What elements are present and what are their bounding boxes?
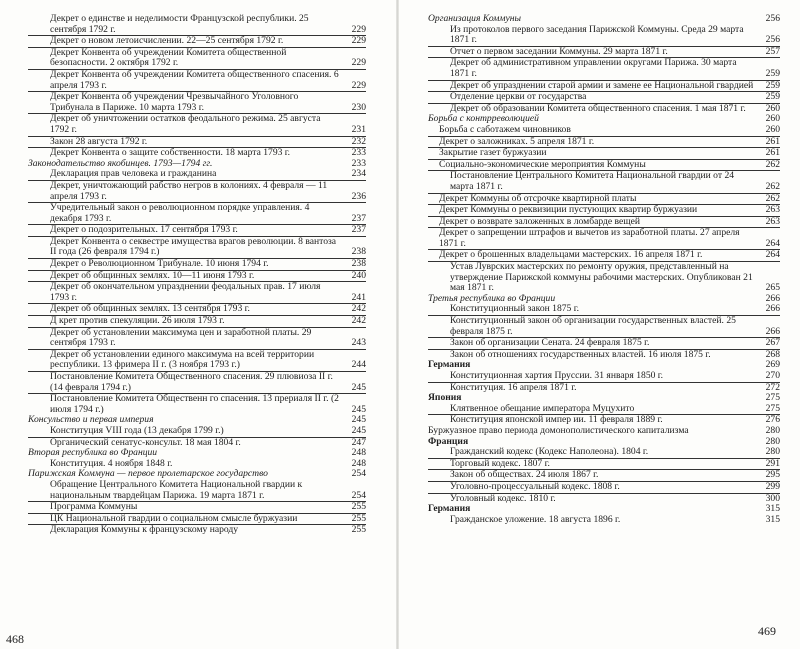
toc-entry [428,249,780,261]
toc-entry [428,136,780,148]
toc-page-number: 260 [765,123,780,135]
toc-entry [28,270,366,282]
toc-entry-title: Конституция. 4 ноября 1848 г. [50,457,173,469]
left-page [28,14,366,649]
toc-entry [428,458,780,470]
toc-entry [428,481,780,493]
toc-entry-title: Программа Коммуны [50,501,138,513]
toc-page-number: 231 [351,123,366,135]
toc-entry-title: Гражданское уложение. 18 августа 1896 г. [450,513,621,525]
toc-entry [428,337,780,349]
toc-entry [28,136,366,148]
toc-page-number: 245 [351,403,366,415]
toc-entry-title: Уголовный кодекс. 1810 г. [450,492,556,504]
toc-entry [28,524,366,536]
toc-page-number: 256 [765,34,780,46]
toc-entry [428,46,780,58]
toc-page-number: 262 [765,180,780,192]
toc-entry [28,315,366,327]
toc-page-number: 244 [351,359,366,371]
toc-entry [28,202,366,224]
toc-section-heading [428,426,780,437]
toc-page-number: 237 [351,224,366,236]
toc-entry-title: Постановление Комитета Общественного спасения. 29 плювиоза II г. (14 февраля 1794 г.) [50,371,333,393]
toc-entry [28,14,366,35]
toc-page-number: 270 [765,370,780,381]
toc-entry-title: Декрет Конвента о защите собственности. 18 марта 1793 г. [50,147,291,159]
toc-entry-title: Конституция японской импер ии. 11 февраля 1889 г. [450,414,663,426]
toc-entry-title: Декрет Конвента об учреждении Комитета общественного спасения. 6 апреля 1793 г. [50,68,339,91]
toc-entry [28,393,366,415]
right-page [428,14,780,649]
toc-entry-title: Декрет о единстве и неделимости Французской республики. 25 сентября 1792 г. [50,14,309,35]
toc-entry-title: Консульство и первая империя [28,414,154,426]
toc-entry [428,170,780,192]
toc-entry-title: Отделение церкви от государства [450,91,587,103]
toc-entry-title: Декрет о заложниках. 5 апреля 1871 г. [439,135,595,147]
toc-entry-title: Декрет об административном управлении округами Парижа. 30 марта 1871 г. [450,57,737,79]
toc-entry [28,236,366,258]
toc-page-number: 267 [765,337,780,349]
toc-entry-title: Законодательство якобинцев. 1793—1794 гг. [28,157,213,169]
toc-entry [28,349,366,371]
toc-page-number: 280 [765,424,780,436]
toc-page-number: 262 [765,192,780,204]
toc-entry-title: Закон об отношениях государственных властей. 16 июля 1875 г. [450,348,711,360]
toc-page-number: 261 [765,147,780,159]
toc-entry-title: Закон об организации Сената. 24 февраля 1875 г. [450,337,650,349]
toc-entry-title: Обращение Центрального Комитета Национальной гвардии к национальным твардейцам Парижа. 19 марта 1871 г. [50,478,303,501]
toc-page-number: 247 [351,436,366,448]
toc-page-number: 266 [765,325,780,337]
toc-entry [428,371,780,382]
toc-entry-title: Борьба с саботажем чиновников [439,123,571,135]
toc-entry [428,80,780,92]
toc-entry-title: Декрет об образовании Комитета общественного спасения. 1 мая 1871 г. [450,102,746,114]
toc-page-number: 229 [351,23,366,35]
toc-page-number: 229 [351,57,366,69]
toc-page-number: 263 [765,204,780,216]
toc-entry-title: Декрет об упразднении старой армии и замене ее Национальной гвардией [450,79,754,91]
toc-entry-title: Учредительный закон о революционном порядке управления. 4 декабря 1793 г. [50,202,310,224]
toc-entry-title: Постановление Комитета Общественн го спасения. 13 прериаля II г. (2 июля 1794 г.) [50,393,339,415]
toc-entry-title: Декрет о брошенных владельцами мастерских. 16 апреля 1871 г. [439,249,703,261]
toc-page-number: 259 [765,91,780,103]
toc-page-number: 275 [765,392,780,404]
toc-page-number: 300 [765,492,780,504]
toc-entry-title: Торговый кодекс. 1807 г. [450,457,550,469]
toc-page-number: 238 [351,246,366,258]
toc-entry-title: Германия [428,359,471,371]
toc-entry-title: Декрет о Революционном Трибунале. 10 июня 1794 г. [50,258,269,270]
toc-entry-title: Декрет о запрещении штрафов и вычетов из заработной платы. 27 апреля 1871 г. [439,227,740,249]
toc-page-number: 276 [765,414,780,426]
toc-entry-title: Буржуазное право периода домонополистического капитализма [428,424,689,436]
toc-entry [428,315,780,337]
toc-page-number: 230 [351,101,366,113]
toc-page-number: 269 [765,359,780,371]
toc-entry [428,349,780,361]
toc-entry-title: Парижская Коммуна — первое пролетарское государство [28,468,268,480]
toc-page-number: 260 [765,102,780,114]
toc-entry [28,281,366,303]
toc-page-number: 237 [351,212,366,224]
toc-entry-title: Закон об обществах. 24 июля 1867 г. [450,469,599,481]
toc-entry-title: Декрет, уничтожающий рабство негров в колониях. 4 февраля — 11 апреля 1793 г. [50,179,328,202]
toc-entry-title: Конституционный закон 1875 г. [450,303,579,315]
toc-entry-title: Декрет Коммуны о реквизиции пустующих квартир буржуазии [439,204,698,216]
toc-page-number: 255 [351,501,366,513]
toc-entry-title: Декрет об общинных землях. 10—11 июня 1793 г. [50,269,255,281]
toc-page-number: 242 [351,303,366,315]
toc-entry-title: Закрытие газет буржуазии [439,147,547,159]
toc-entry-title: Декрет о возврате заложенных в ломбарде вещей [439,215,641,227]
toc-page-number: 242 [351,315,366,327]
toc-page-number: 233 [351,157,366,169]
toc-entry [28,180,366,202]
toc-entry-title: Уголовно-процессуальный кодекс. 1808 г. [450,480,620,492]
toc-page-number: 248 [351,447,366,459]
right-page-number: 469 [758,624,776,638]
toc-entry-title: Декрет Конвента о секвестре имущества врагов революции. 8 вантоза II года (26 февраля 1794 г.) [50,235,337,258]
toc-section-heading [428,14,780,25]
toc-page-number: 255 [351,512,366,524]
toc-page-number: 275 [765,402,780,414]
toc-entry-title: Декрет Конвента об учреждении Комитета общественной безопасности. 2 октября 1792 г. [50,46,287,69]
toc-page-number: 264 [765,237,780,249]
toc-page-number: 234 [351,168,366,180]
toc-page-number: 254 [351,489,366,501]
toc-entry [428,91,780,103]
toc-page-number: 256 [765,14,780,24]
toc-entry-title: Конституционная хартия Пруссии. 31 января 1850 г. [450,370,664,381]
toc-page-number: 245 [351,414,366,426]
toc-entry [428,159,780,171]
toc-page-number: 291 [765,457,780,469]
toc-entry-title: Конституция VIII года (13 декабря 1799 г.) [50,424,224,436]
toc-page-number: 272 [765,381,780,393]
toc-page-number: 261 [765,135,780,147]
toc-entry [428,469,780,481]
toc-entry-title: Устав Луврских мастерских по ремонту оружия, представленный на утверждение Парижской коммуны рабочими мастерских. Опубликован 21 мая 1871 г. [450,261,753,294]
toc-entry [428,261,780,294]
toc-page-number: 315 [765,503,780,515]
toc-page-number: 262 [765,158,780,170]
toc-entry-title: Декларация прав человека и гражданина [50,168,217,180]
toc-page-number: 241 [351,291,366,303]
toc-entry [28,147,366,159]
toc-entry [28,327,366,349]
toc-entry-title: Закон 28 августа 1792 г. [50,135,148,147]
toc-entry [28,224,366,236]
toc-page-number: 280 [765,435,780,447]
toc-entry-title: Декрет об уничтожении остатков феодального режима. 25 августа 1792 г. [50,113,321,135]
toc-entry [428,404,780,415]
toc-entry-title: Декрет об окончательном упразднении феодальных прав. 17 июля 1793 г. [50,281,321,303]
toc-entry [28,480,366,501]
toc-entry-title: Декрет об общинных землях. 13 сентября 1793 г. [50,303,250,315]
toc-entry [428,125,780,136]
toc-entry [28,69,366,91]
toc-page-number: 264 [765,249,780,261]
toc-entry [428,493,780,505]
toc-page-number: 266 [765,292,780,304]
toc-entry-title: Социально-экономические мероприятия Коммуны [439,158,646,170]
toc-entry [428,193,780,205]
toc-page-number: 263 [765,215,780,227]
toc-entry [428,25,780,46]
toc-page-number: 257 [765,45,780,57]
toc-entry-title: Япония [428,392,462,404]
toc-entry-title: Декрет об установлении единого максимума на всей территории республики. 13 фримера II г. (3 ноября 1793 г.) [50,348,315,371]
toc-entry-title: Германия [428,503,471,515]
book-gutter [396,0,399,649]
toc-page-number: 254 [351,468,366,480]
toc-entry-title: Конституционный закон об организации государственных властей. 25 февраля 1875 г. [450,315,736,337]
toc-entry [428,304,780,315]
toc-page-number: 245 [351,381,366,393]
toc-entry [28,426,366,437]
toc-entry-title: Вторая республика во Франции [28,447,158,459]
toc-page-number: 229 [351,79,366,91]
toc-page-number: 238 [351,258,366,270]
toc-page-number: 243 [351,337,366,349]
toc-entry-title: Третья республика во Франции [428,292,556,304]
toc-entry-title: Декларация Коммуны к французскому народу [50,524,239,536]
toc-page-number: 229 [351,35,366,47]
toc-entry-title: Декрет о подозрительных. 17 сентября 1793 г. [50,224,238,236]
toc-entry [28,113,366,135]
toc-entry [28,169,366,180]
toc-entry-title: Декрет об установлении максимума цен и заработной платы. 29 сентября 1793 г. [50,326,312,349]
toc-page-number: 268 [765,348,780,360]
toc-entry [28,35,366,47]
toc-entry-title: Декрет о новом летоисчислении. 22—25 сентября 1792 г. [50,35,284,47]
toc-page-number: 280 [765,446,780,458]
left-page-number: 468 [6,632,24,646]
toc-entry [28,371,366,393]
toc-page-number: 299 [765,480,780,492]
toc-page-number: 245 [351,424,366,436]
toc-page-number: 265 [765,282,780,294]
toc-entry [28,513,366,525]
toc-entry-title: Отчет о первом заседании Коммуны. 29 марта 1871 г. [450,45,668,57]
toc-entry-title: Постановление Центрального Комитета Национальной гвардии от 24 марта 1871 г. [450,170,735,192]
toc-entry-title: Гражданский кодекс (Кодекс Наполеона). 1804 г. [450,446,649,458]
toc-page-number: 259 [765,79,780,91]
toc-page-number: 295 [765,469,780,481]
toc-entry-title: Борьба с контрреволюцией [428,113,539,125]
toc-entry-title: Из протоколов первого заседания Парижской Коммуны. Среда 29 марта 1871 г. [450,23,744,46]
toc-entry [28,501,366,513]
toc-entry-title: Декрет Коммуны об отсрочке квартирной платы [439,192,637,204]
toc-page-number: 255 [351,524,366,536]
toc-entry [428,447,780,458]
toc-entry [428,227,780,249]
toc-entry [428,147,780,159]
toc-page-number: 233 [351,147,366,159]
toc-page-number: 259 [765,67,780,79]
toc-entry [428,57,780,79]
toc-entry [428,382,780,394]
toc-page-number: 315 [765,513,780,525]
toc-page-number: 248 [351,457,366,469]
toc-entry [28,303,366,315]
toc-entry-title: ЦК Национальной гвардии о социальном смысле буржуазии [50,512,298,524]
toc-page-number: 260 [765,113,780,125]
toc-page-number: 240 [351,269,366,281]
toc-entry-title: Франция [428,435,469,447]
toc-entry-title: Конституция. 16 апреля 1871 г. [450,381,577,393]
toc-entry [28,91,366,113]
toc-entry [428,216,780,228]
toc-entry [28,258,366,270]
toc-entry-title: Д крет против спекуляции. 26 июля 1793 г. [50,315,225,327]
toc-page-number: 232 [351,135,366,147]
toc-entry-title: Организация Коммуны [428,14,522,24]
toc-entry-title: Органический сенатус-консульт. 18 мая 1804 г. [50,436,241,448]
toc-entry [428,204,780,216]
toc-page-number: 236 [351,190,366,202]
toc-entry [428,515,780,526]
toc-page-number: 266 [765,303,780,315]
toc-entry-title: Клятвенное обещание императора Муцухито [450,402,635,414]
toc-entry [28,47,366,69]
toc-entry-title: Декрет Конвента об учреждении Чрезвычайного Уголовного Трибунала в Париже. 10 марта 1793 г. [50,91,299,113]
